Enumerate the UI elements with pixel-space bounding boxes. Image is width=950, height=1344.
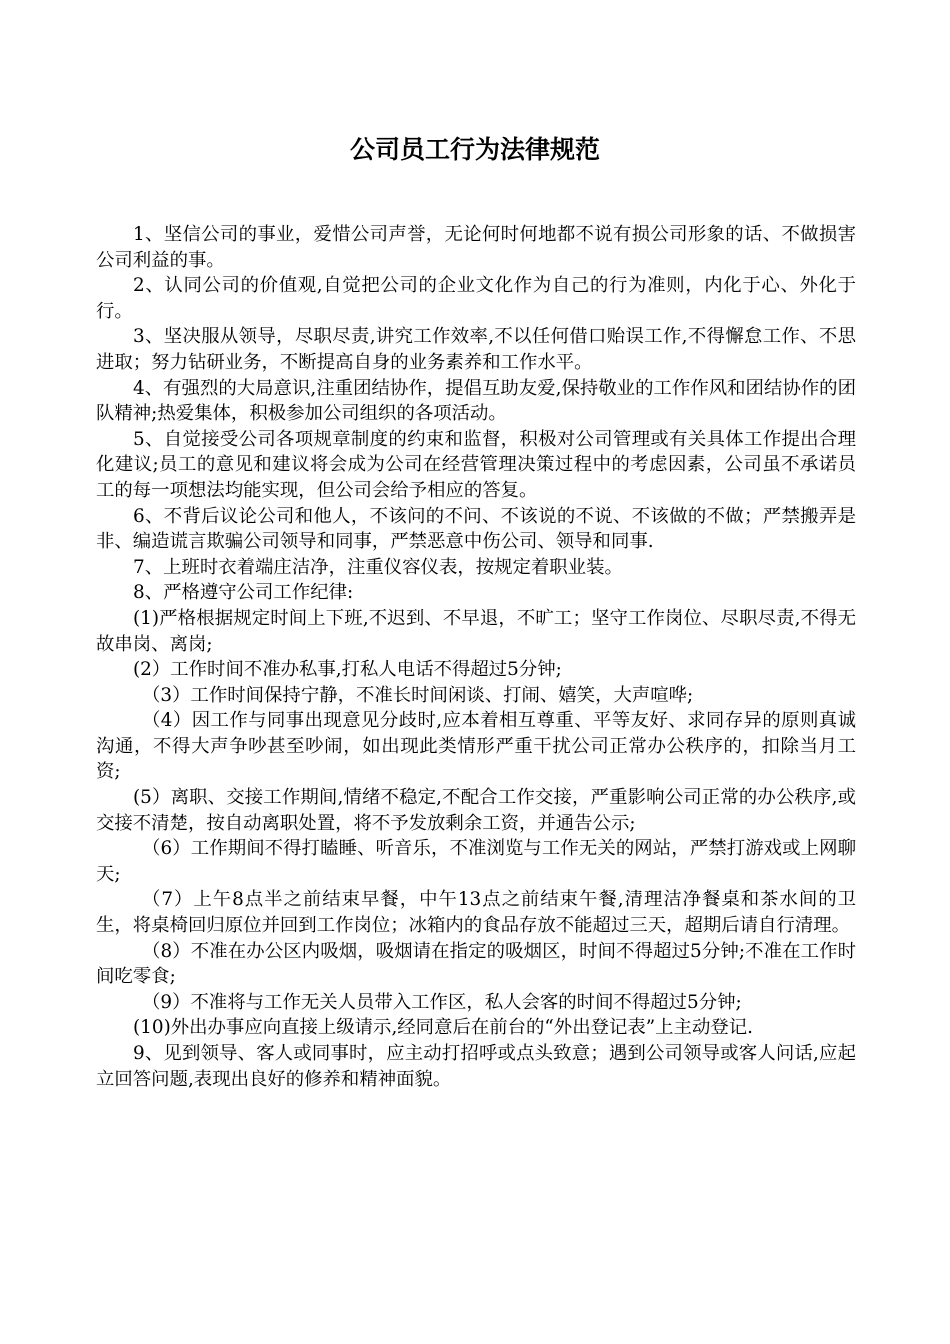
paragraph-item-5: 5、自觉接受公司各项规章制度的约束和监督，积极对公司管理或有关具体工作提出合理化建议;员工的意见和建议将会成为公司在经营管理决策过程中的考虑因素，公司虽不承诺员工的每一项想法均能实现，但公司会给予相应的答复。 [96,428,856,501]
sub-item-10: (10)外出办事应向直接上级请示,经同意后在前台的“外出登记表”上主动登记. [133,1017,753,1039]
paragraph-item-6: 6、不背后议论公司和他人，不该问的不问、不该说的不说、不该做的不做；严禁搬弄是非、编造谎言欺骗公司领导和同事，严禁恶意中伤公司、领导和同事. [96,505,856,553]
document-body [96,222,856,1092]
sub-item-7: （7）上午8点半之前结束早餐，中午13点之前结束午餐,清理洁净餐桌和茶水间的卫生，将桌椅回归原位并回到工作岗位；冰箱内的食品存放不能超过三天，超期后请自行清理。 [96,889,856,937]
paragraph-item-4: 4、有强烈的大局意识,注重团结协作，提倡互助友爱,保持敬业的工作作风和团结协作的团队精神;热爱集体，积极参加公司组织的各项活动。 [96,377,856,425]
paragraph-item-1: 1、坚信公司的事业，爱惜公司声誉，无论何时何地都不说有损公司形象的话、不做损害公司利益的事。 [96,224,856,271]
sub-item-8: （8）不准在办公区内吸烟，吸烟请在指定的吸烟区，时间不得超过5分钟;不准在工作时间吃零食; [96,940,856,988]
sub-item-1: (1)严格根据规定时间上下班,不迟到、不早退，不旷工；坚守工作岗位、尽职尽责,不得无故串岗、离岗; [96,607,856,655]
sub-item-5: (5）离职、交接工作期间,情绪不稳定,不配合工作交接，严重影响公司正常的办公秩序,或交接不清楚，按自动离职处置，将不予发放剩余工资，并通告公示; [96,787,856,834]
paragraph-item-7: 7、上班时衣着端庄洁净，注重仪容仪表，按规定着职业装。 [133,556,623,578]
sub-item-4: （4）因工作与同事出现意见分歧时,应本着相互尊重、平等友好、求同存异的原则真诚沟通，不得大声争吵甚至吵闹，如出现此类情形严重干扰公司正常办公秩序的，扣除当月工资; [96,710,856,783]
document-title: 公司员工行为法律规范 [349,135,600,164]
paragraph-item-8: 8、严格遵守公司工作纪律: [133,582,354,604]
sub-item-3: （3）工作时间保持宁静，不准长时间闲谈、打闹、嬉笑，大声喧哗; [142,684,694,706]
sub-item-9: （9）不准将与工作无关人员带入工作区，私人会客的时间不得超过5分钟; [142,991,742,1013]
paragraph-item-3: 3、坚决服从领导，尽职尽责,讲究工作效率,不以任何借口贻误工作,不得懈怠工作、不思进取；努力钻研业务，不断提高自身的业务素养和工作水平。 [96,326,856,373]
sub-item-2: (2）工作时间不准办私事,打私人电话不得超过5分钟; [133,659,562,681]
sub-item-6: （6）工作期间不得打瞌睡、听音乐，不准浏览与工作无关的网站，严禁打游戏或上网聊天; [96,838,856,885]
paragraph-item-9: 9、见到领导、客人或同事时，应主动打招呼或点头致意；遇到公司领导或客人问话,应起立回答问题,表现出良好的修养和精神面貌。 [96,1043,856,1090]
paragraph-item-2: 2、认同公司的价值观,自觉把公司的企业文化作为自己的行为准则，内化于心、外化于行。 [96,275,856,322]
